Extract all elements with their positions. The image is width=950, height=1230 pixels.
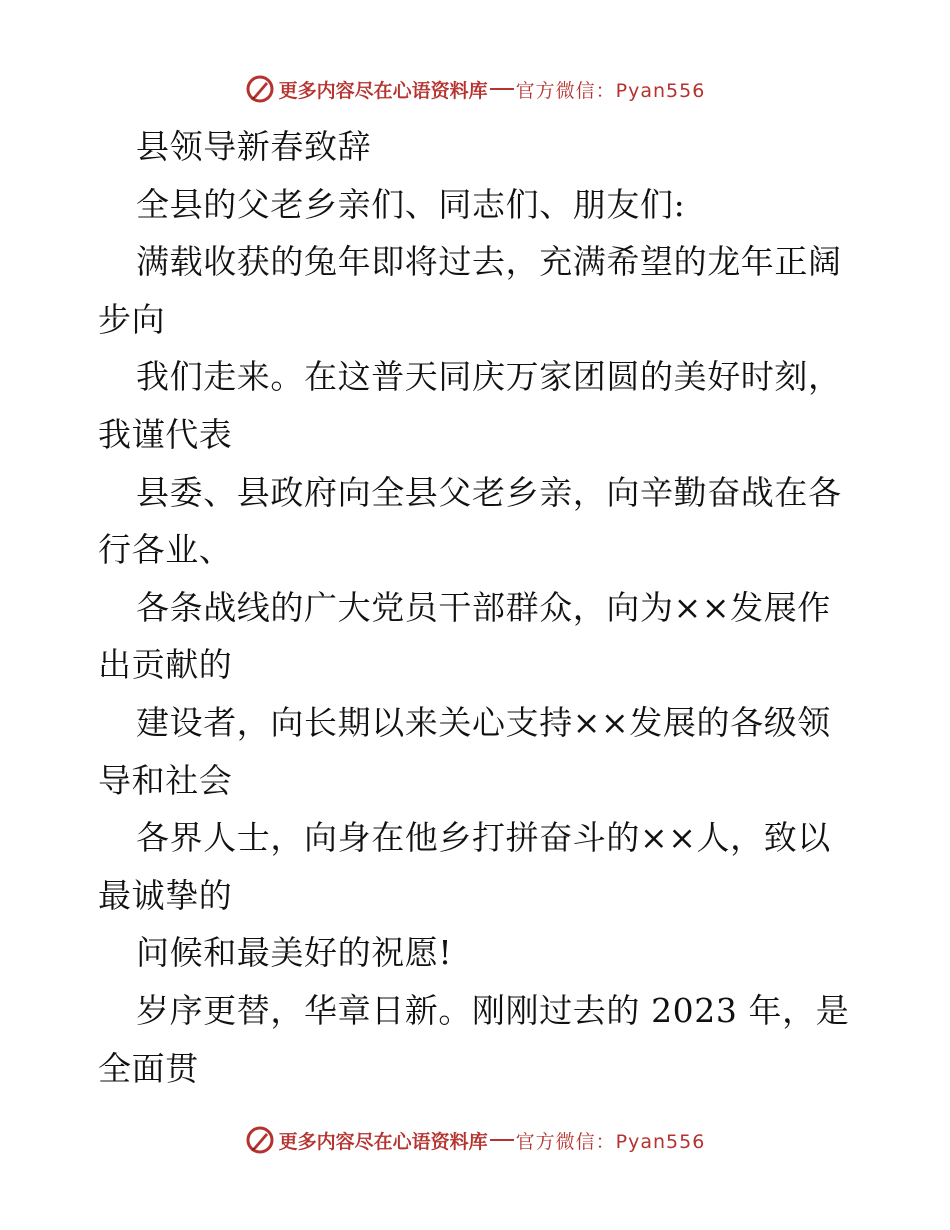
text-line: 步向 (98, 299, 166, 339)
text-line: 导和社会 (98, 760, 233, 800)
watermark-wechat-text: 官方微信：Pyan556 (515, 79, 706, 102)
quill-pen-logo-icon (245, 74, 275, 104)
quill-pen-logo-icon (245, 1125, 275, 1155)
text-line: 我们走来。在这普天同庆万家团圆的美好时刻， (136, 357, 842, 397)
watermark-separator (490, 1139, 514, 1141)
watermark-site-text: 更多内容尽在心语资料库 (278, 79, 488, 102)
document-body (98, 118, 858, 1097)
text-line: 最诚挚的 (98, 875, 233, 915)
text-line: 满载收获的兔年即将过去，充满希望的龙年正阔 (136, 242, 842, 282)
text-line: 各界人士，向身在他乡打拼奋斗的××人，致以 (136, 818, 831, 858)
text-line: 各条战线的广大党员干部群众，向为××发展作 (136, 587, 831, 627)
text-line: 问候和最美好的祝愿! (136, 933, 453, 973)
text-line: 全面贯 (98, 1048, 199, 1088)
text-line: 建设者，向长期以来关心支持××发展的各级领 (136, 702, 831, 742)
text-line: 县委、县政府向全县父老乡亲，向辛勤奋战在各 (136, 472, 842, 512)
text-line: 出贡献的 (98, 645, 233, 685)
header-watermark (0, 72, 950, 106)
footer-watermark (0, 1123, 950, 1157)
salutation-line: 全县的父老乡亲们、同志们、朋友们: (136, 184, 686, 224)
watermark-separator (490, 88, 514, 90)
text-line: 岁序更替，华章日新。刚刚过去的 2023 年，是 (136, 990, 850, 1030)
watermark-wechat-text: 官方微信：Pyan556 (515, 1130, 706, 1153)
text-line: 我谨代表 (98, 414, 233, 454)
text-line: 行各业、 (98, 530, 233, 570)
watermark-site-text: 更多内容尽在心语资料库 (278, 1130, 488, 1153)
document-title: 县领导新春致辞 (136, 127, 372, 166)
